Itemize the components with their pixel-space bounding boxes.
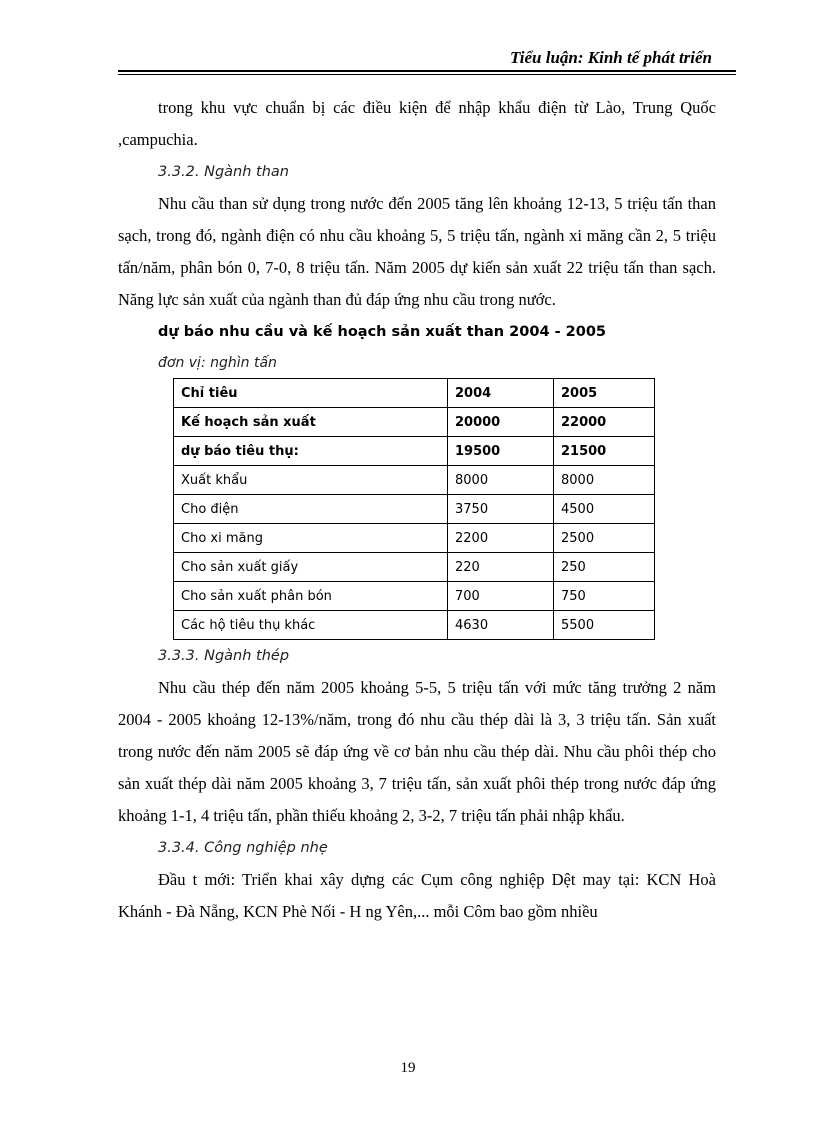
table-cell: 19500 (448, 437, 554, 466)
table-cell: Cho xi măng (174, 524, 448, 553)
table-cell: 2500 (554, 524, 655, 553)
section-heading-light-industry: 3.3.4. Công nghiệp nhẹ (158, 840, 328, 856)
table-cell: 700 (448, 582, 554, 611)
table-row (174, 495, 655, 524)
table-cell: 3750 (448, 495, 554, 524)
paragraph-steel-demand: Nhu cầu thép đến năm 2005 khoảng 5-5, 5 triệu tấn với mức tăng trưởng 2 năm 2004 - 2005 khoảng 12-13%/năm, trong đó nhu cầu thép dài là 3, 3 triệu tấn. Sản xuất trong nước đến năm 2005 sẽ đáp ứng về cơ bản nhu cầu thép dài. Nhu cầu phôi thép cho sản xuất thép dài năm 2005 khoảng 3, 7 triệu tấn, sản xuất phôi thép trong nước đáp ứng khoảng 1-1, 4 triệu tấn, phần thiếu khoảng 2, 3-2, 7 triệu tấn phải nhập khẩu. (118, 678, 716, 825)
coal-forecast-table (173, 378, 655, 640)
table-header-cell: 2005 (554, 379, 655, 408)
table-cell: 22000 (554, 408, 655, 437)
table-cell: Cho sản xuất phân bón (174, 582, 448, 611)
section-heading-steel: 3.3.3. Ngành thép (158, 648, 290, 664)
table-row (174, 611, 655, 640)
table-row (174, 582, 655, 611)
page-body (118, 92, 716, 928)
table-row (174, 466, 655, 495)
table-row (174, 524, 655, 553)
table-unit-note: đơn vị: nghìn tấn (158, 355, 277, 371)
table-cell: 8000 (448, 466, 554, 495)
paragraph-light-industry: Đầu t mới: Triển khai xây dựng các Cụm công nghiệp Dệt may tại: KCN Hoà Khánh - Đà Nẵng, KCN Phè Nối - H ng Yên,... mỗi Côm bao gồm nhiều (118, 870, 716, 921)
table-cell: 21500 (554, 437, 655, 466)
table-header-cell: 2004 (448, 379, 554, 408)
paragraph-electricity-import: trong khu vực chuẩn bị các điều kiện để nhập khẩu điện từ Lào, Trung Quốc ,campuchia. (118, 98, 716, 149)
table-cell: 8000 (554, 466, 655, 495)
table-cell: 220 (448, 553, 554, 582)
table-header-cell: Chỉ tiêu (174, 379, 448, 408)
page-number: 19 (400, 1060, 416, 1076)
table-cell: 5500 (554, 611, 655, 640)
table-row (174, 553, 655, 582)
table-row (174, 408, 655, 437)
table-cell: dự báo tiêu thụ: (174, 437, 448, 466)
table-cell: 4500 (554, 495, 655, 524)
header-rule-thin (118, 74, 736, 75)
table-row (174, 437, 655, 466)
table-cell: Các hộ tiêu thụ khác (174, 611, 448, 640)
paragraph-coal-demand: Nhu cầu than sử dụng trong nước đến 2005 tăng lên khoảng 12-13, 5 triệu tấn than sạch, trong đó, ngành điện có nhu cầu khoảng 5, 5 triệu tấn, ngành xi măng cần 2, 5 triệu tấn/năm, phân bón 0, 7-0, 8 triệu tấn. Năm 2005 dự kiến sản xuất 22 triệu tấn than sạch. Năng lực sản xuất của ngành than đủ đáp ứng nhu cầu trong nước. (118, 194, 716, 309)
table-cell: Xuất khẩu (174, 466, 448, 495)
table-cell: 4630 (448, 611, 554, 640)
section-heading-coal: 3.3.2. Ngành than (158, 164, 289, 180)
table-title: dự báo nhu cầu và kế hoạch sản xuất than 2004 - 2005 (158, 324, 606, 340)
table-header-row (174, 379, 655, 408)
table-cell: Cho điện (174, 495, 448, 524)
running-header-title: Tiểu luận: Kinh tế phát triển (510, 48, 712, 67)
table-cell: 750 (554, 582, 655, 611)
table-cell: 20000 (448, 408, 554, 437)
table-cell: Kế hoạch sản xuất (174, 408, 448, 437)
table-cell: 250 (554, 553, 655, 582)
table-cell: 2200 (448, 524, 554, 553)
table-cell: Cho sản xuất giấy (174, 553, 448, 582)
header-rule-thick (118, 70, 736, 72)
